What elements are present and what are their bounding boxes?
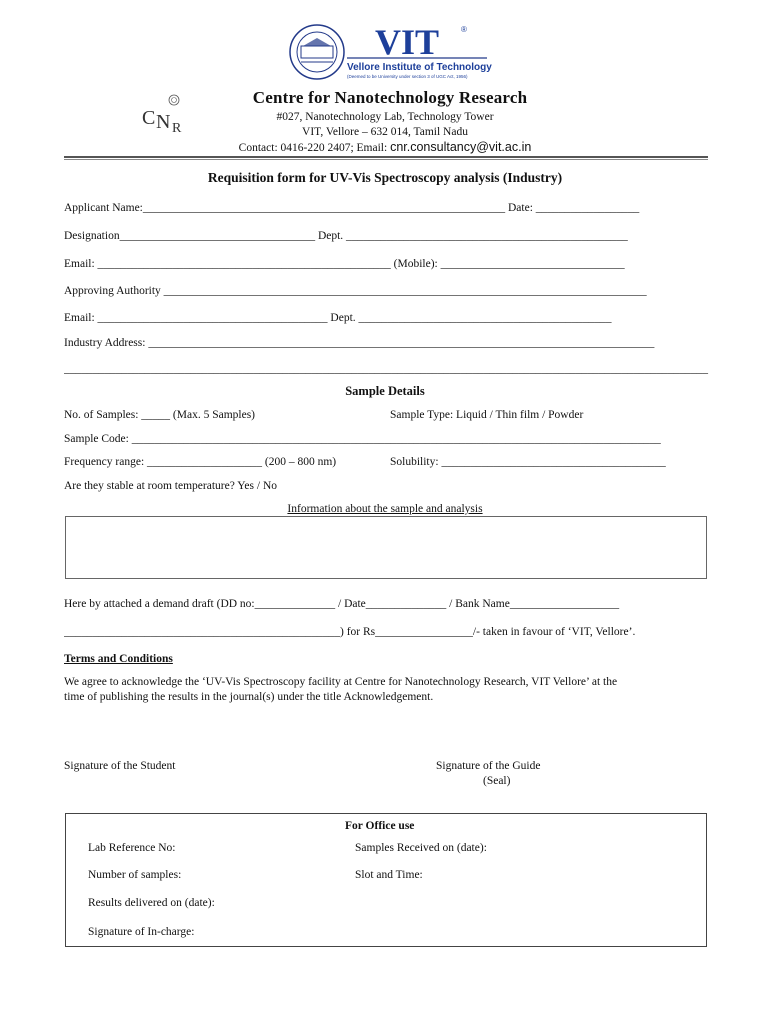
email-dept-field[interactable]: Email: ________________________________________ Dept. ____________________________________________ (64, 312, 612, 324)
samples-received-label: Samples Received on (date): (355, 842, 487, 854)
sample-info-heading: Information about the sample and analysis (287, 503, 483, 515)
office-use-heading: For Office use (345, 820, 415, 832)
terms-heading: Terms and Conditions (64, 653, 173, 665)
sample-type-field[interactable]: Sample Type: Liquid / Thin film / Powder (390, 409, 584, 421)
solubility-field[interactable]: Solubility: _______________________________________ (390, 456, 666, 468)
vit-logo (287, 22, 497, 87)
frequency-range-field[interactable]: Frequency range: ____________________ (200 – 800 nm) (64, 456, 337, 468)
svg-text:N: N (156, 111, 171, 133)
contact-line (0, 139, 770, 156)
vit-tagline: (Deemed to be University under section 3 of UGC Act, 1956) (347, 74, 468, 79)
header-divider-thin (64, 159, 708, 160)
sample-code-field[interactable]: Sample Code: ____________________________________________________________________________________________ (64, 433, 661, 445)
contact-prefix: Contact: 0416-220 2407; Email: (238, 142, 391, 154)
demand-draft-line[interactable]: Here by attached a demand draft (DD no:______________ / Date______________ / Bank Name___________________ (64, 598, 620, 610)
number-of-samples-label: Number of samples: (88, 869, 182, 881)
sample-details-heading: Sample Details (345, 384, 425, 398)
industry-address-continued[interactable]: ________________________________________________________________________________________________________________ (64, 363, 708, 375)
terms-text-line-2: time of publishing the results in the journal(s) under the title Acknowledgement. (64, 691, 434, 703)
results-delivered-label: Results delivered on (date): (88, 897, 215, 909)
stability-question[interactable]: Are they stable at room temperature? Yes / No (64, 480, 278, 492)
form-title: Requisition form for UV-Vis Spectroscopy analysis (Industry) (207, 170, 563, 185)
sample-info-textarea[interactable] (65, 516, 707, 579)
payment-amount-line[interactable]: ________________________________________________) for Rs_________________/- taken in favour of ‘VIT, Vellore’. (64, 626, 636, 638)
lab-reference-label: Lab Reference No: (88, 842, 176, 854)
applicant-name-field[interactable]: Applicant Name:_______________________________________________________________ Date: __________________ (64, 202, 640, 214)
email-mobile-field[interactable]: Email: ___________________________________________________ (Mobile): ________________________________ (64, 258, 625, 270)
incharge-signature-label: Signature of In-charge: (88, 926, 195, 938)
designation-field[interactable]: Designation__________________________________ Dept. _________________________________________________ (64, 230, 628, 242)
seal-label: (Seal) (483, 775, 511, 787)
svg-text:C: C (142, 107, 156, 129)
svg-text:R: R (172, 121, 182, 136)
student-signature-label: Signature of the Student (64, 760, 176, 772)
svg-text:®: ® (461, 25, 467, 34)
guide-signature-label: Signature of the Guide (436, 760, 541, 772)
centre-name: Centre for Nanotechnology Research (252, 88, 528, 107)
contact-email[interactable]: cnr.consultancy@vit.ac.in (390, 140, 532, 154)
no-of-samples-field[interactable]: No. of Samples: _____ (Max. 5 Samples) (64, 409, 256, 421)
vit-full-name: Vellore Institute of Technology (347, 62, 492, 73)
industry-address-field[interactable]: Industry Address: ________________________________________________________________________________________ (64, 337, 655, 349)
address-line-1: #027, Nanotechnology Lab, Technology Tower (276, 111, 494, 123)
slot-time-label: Slot and Time: (355, 869, 423, 881)
vit-logo-text: VIT (375, 22, 440, 62)
terms-text-line-1: We agree to acknowledge the ‘UV-Vis Spectroscopy facility at Centre for Nanotechnology Research, VIT Vellore’ at the (64, 676, 618, 688)
header-divider (64, 156, 708, 158)
approving-authority-field[interactable]: Approving Authority ____________________________________________________________________________________ (64, 285, 647, 297)
address-line-2: VIT, Vellore – 632 014, Tamil Nadu (302, 126, 468, 138)
